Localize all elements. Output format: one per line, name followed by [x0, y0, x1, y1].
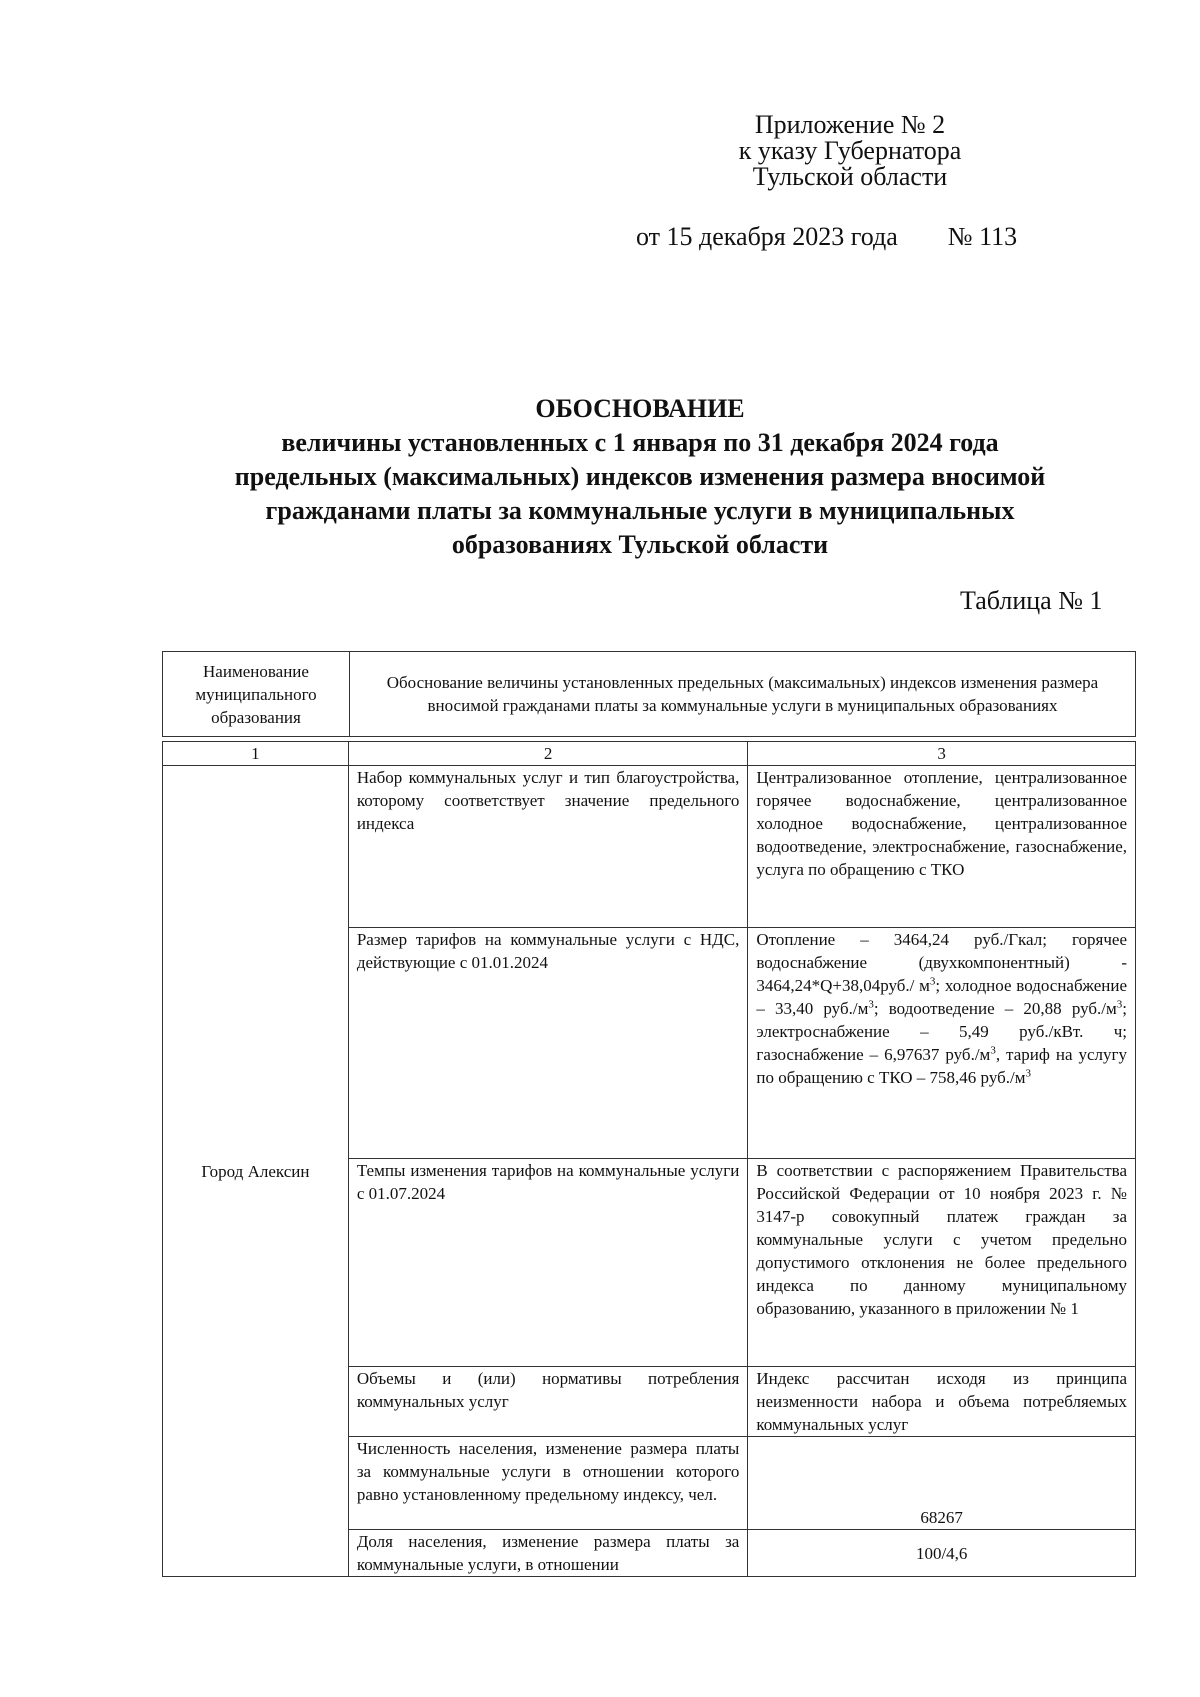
decree-date: от 15 декабря 2023 года: [636, 222, 898, 251]
title-line: предельных (максимальных) индексов изменения размера вносимой: [234, 462, 1046, 491]
row-value: Отопление – 3464,24 руб./Гкал; горячее водоснабжение (двухкомпонентный) - 3464,24*Q+38,04руб./ $м^3$; холодное водоснабжение – 33,40 $руб./м^3$; водоотведение – 20,88 $руб./м^3$; электроснабжение – 5,49 руб./кВт. ч; газоснабжение – 6,97637 $руб./м^3$, тариф на услугу по обращению с ТКО – 758,46 $руб./м^3$: [748, 928, 1136, 1159]
justification-table: [162, 741, 1136, 1577]
row-value: 68267: [748, 1437, 1136, 1530]
row-value: В соответствии с распоряжением Правительства Российской Федерации от 10 ноября 2023 г. № 3147-р совокупный платеж граждан за коммунальные услуги с учетом предельно допустимого отклонения не более предельного индекса по данному муниципальному образованию, указанного в приложении № 1: [748, 1159, 1136, 1367]
table-row: [163, 766, 1136, 928]
row-value: Индекс рассчитан исходя из принципа неизменности набора и объема потребляемых коммунальных услуг: [748, 1367, 1136, 1437]
row-label: Набор коммунальных услуг и тип благоустройства, которому соответствует значение предельного индекса: [348, 766, 748, 928]
header-cell-municipality: Наименование муниципального образования: [163, 652, 350, 737]
header-cell-justification: Обоснование величины установленных предельных (максимальных) индексов изменения размера вносимой гражданами платы за коммунальные услуги в муниципальных образованиях: [350, 652, 1136, 737]
title-heading: ОБОСНОВАНИЕ: [535, 394, 745, 423]
title-line: образованиях Тульской области: [451, 530, 829, 559]
document-title: [180, 392, 1100, 562]
column-number: 1: [163, 742, 349, 766]
column-number: 2: [348, 742, 748, 766]
row-value: Централизованное отопление, централизованное горячее водоснабжение, централизованное холодное водоснабжение, централизованное водоотведение, электроснабжение, газоснабжение, услуга по обращению с ТКО: [748, 766, 1136, 928]
appendix-line: Тульской области: [752, 162, 948, 191]
row-label: Размер тарифов на коммунальные услуги с НДС, действующие с 01.01.2024: [348, 928, 748, 1159]
appendix-line: к указу Губернатора: [738, 136, 962, 165]
table-header: [162, 651, 1136, 737]
decree-line: [636, 222, 1017, 252]
appendix-line: Приложение № 2: [754, 110, 946, 139]
row-label: Темпы изменения тарифов на коммунальные услуги с 01.07.2024: [348, 1159, 748, 1367]
title-line: гражданами платы за коммунальные услуги в муниципальных: [265, 496, 1015, 525]
row-label: Численность населения, изменение размера платы за коммунальные услуги в отношении которого равно установленному предельному индексу, чел.: [348, 1437, 748, 1530]
appendix-block: [700, 112, 1000, 190]
row-label: Доля населения, изменение размера платы за коммунальные услуги, в отношении: [348, 1530, 748, 1577]
decree-number: № 113: [947, 222, 1018, 251]
row-value: 100/4,6: [748, 1530, 1136, 1577]
table-row: [163, 742, 1136, 766]
title-line: величины установленных с 1 января по 31 декабря 2024 года: [281, 428, 999, 457]
table-label: Таблица № 1: [960, 586, 1103, 615]
column-number: 3: [748, 742, 1136, 766]
municipality-cell: Город Алексин: [163, 766, 349, 1577]
row-label: Объемы и (или) нормативы потребления коммунальных услуг: [348, 1367, 748, 1437]
